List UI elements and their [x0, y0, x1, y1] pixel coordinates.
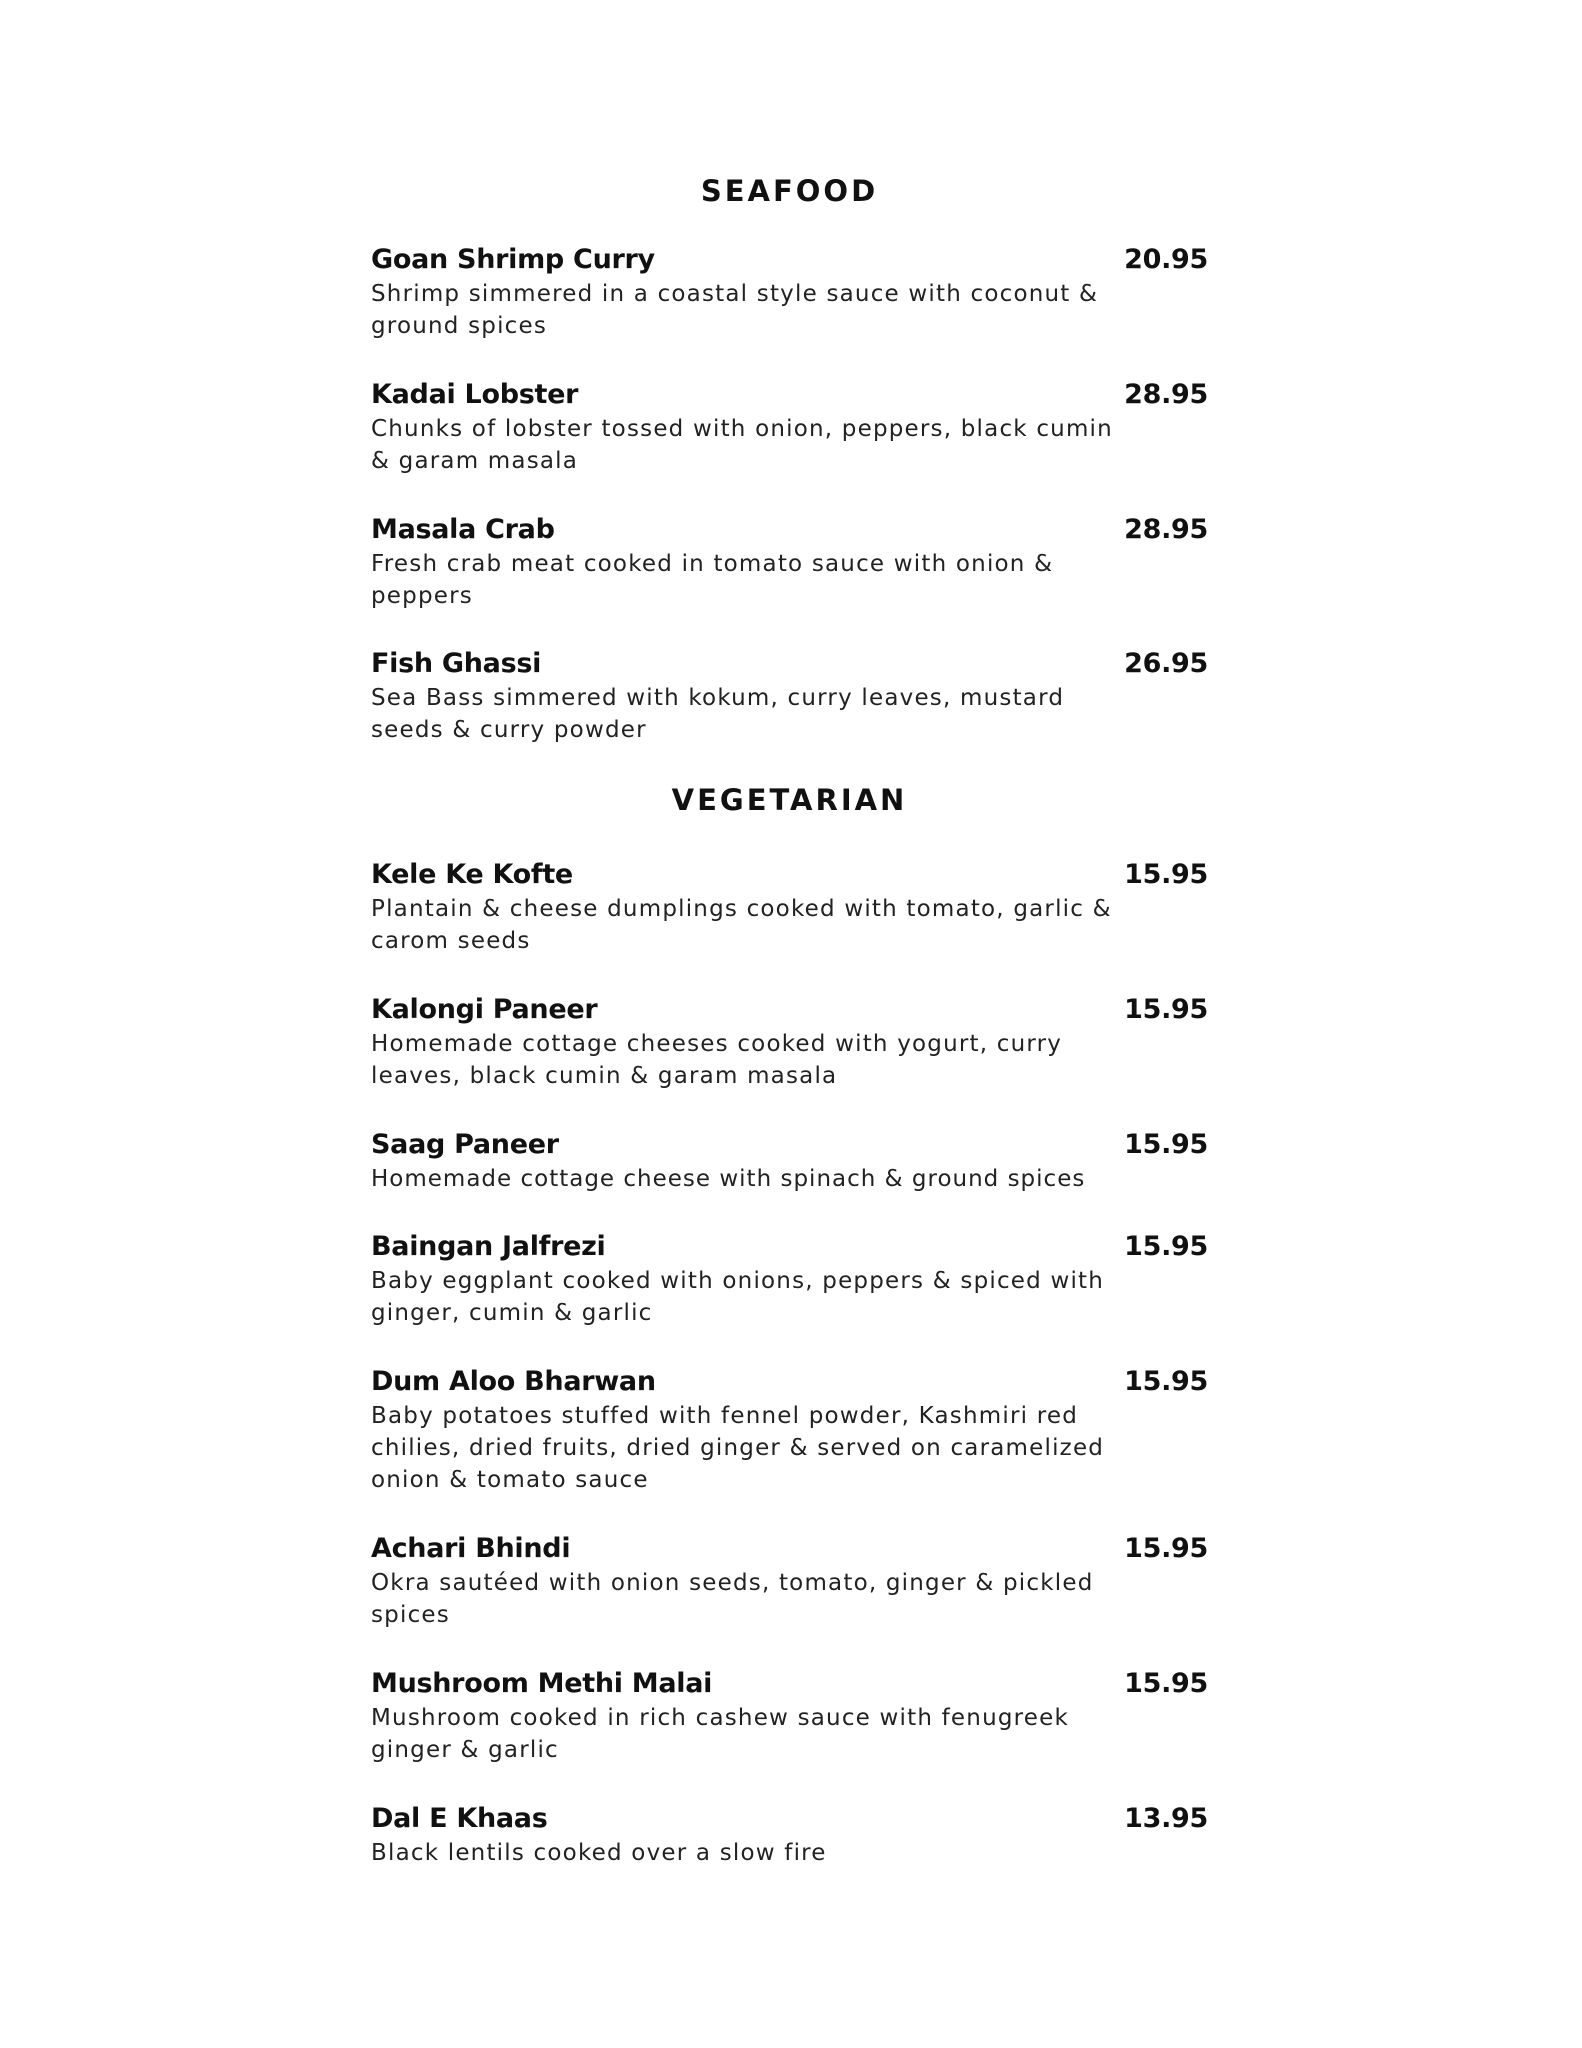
item-name: Fish Ghassi [371, 648, 542, 679]
item-name: Achari Bhindi [371, 1533, 571, 1564]
item-price: 28.95 [1124, 379, 1208, 410]
item-name: Baingan Jalfrezi [371, 1231, 606, 1262]
item-description: Sea Bass simmered with kokum, curry leaves, mustard seeds & curry powder [371, 685, 1065, 743]
item-description: Fresh crab meat cooked in tomato sauce with onion & peppers [371, 551, 1054, 609]
item-price: 15.95 [1124, 1231, 1208, 1262]
item-description: Chunks of lobster tossed with onion, peppers, black cumin & garam masala [371, 416, 1113, 474]
item-name: Kele Ke Kofte [371, 859, 573, 890]
item-name: Goan Shrimp Curry [371, 244, 655, 275]
item-description: Okra sautéed with onion seeds, tomato, ginger & pickled spices [371, 1570, 1094, 1628]
item-description: Shrimp simmered in a coastal style sauce with coconut & ground spices [371, 281, 1099, 339]
item-description: Plantain & cheese dumplings cooked with tomato, garlic & carom seeds [371, 896, 1112, 954]
item-description: Homemade cottage cheese with spinach & ground spices [371, 1166, 1086, 1192]
item-description: Mushroom cooked in rich cashew sauce with fenugreek ginger & garlic [371, 1705, 1070, 1763]
item-price: 15.95 [1124, 1668, 1208, 1699]
item-description: Homemade cottage cheeses cooked with yogurt, curry leaves, black cumin & garam masala [371, 1031, 1063, 1089]
item-name: Kadai Lobster [371, 379, 579, 410]
item-name: Mushroom Methi Malai [371, 1668, 713, 1699]
item-name: Dum Aloo Bharwan [371, 1366, 656, 1397]
item-description: Black lentils cooked over a slow fire [371, 1840, 827, 1866]
item-description: Baby eggplant cooked with onions, peppers & spiced with ginger, cumin & garlic [371, 1268, 1105, 1326]
item-description: Baby potatoes stuffed with fennel powder, Kashmiri red chilies, dried fruits, dried ginger & served on caramelized onion & tomato sauce [371, 1403, 1105, 1493]
item-price: 26.95 [1124, 648, 1208, 679]
item-price: 15.95 [1124, 1533, 1208, 1564]
section-title-seafood: SEAFOOD [700, 174, 879, 208]
section-title-vegetarian: VEGETARIAN [671, 783, 908, 817]
item-name: Masala Crab [371, 514, 555, 545]
item-name: Dal E Khaas [371, 1803, 548, 1834]
item-price: 20.95 [1124, 244, 1208, 275]
item-price: 15.95 [1124, 859, 1208, 890]
item-name: Kalongi Paneer [371, 994, 598, 1025]
item-name: Saag Paneer [371, 1129, 559, 1160]
item-price: 13.95 [1124, 1803, 1208, 1834]
item-price: 15.95 [1124, 1129, 1208, 1160]
item-price: 15.95 [1124, 994, 1208, 1025]
item-price: 15.95 [1124, 1366, 1208, 1397]
item-price: 28.95 [1124, 514, 1208, 545]
